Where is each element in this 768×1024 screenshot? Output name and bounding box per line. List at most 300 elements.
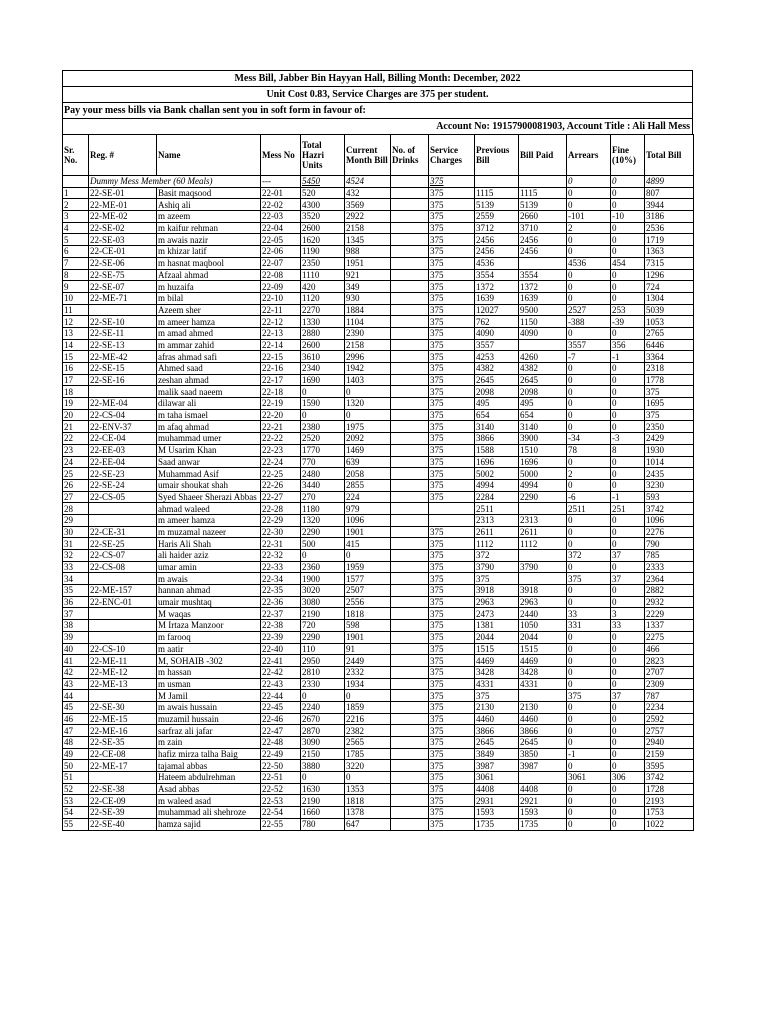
table-cell: afras ahmad safi: [157, 351, 261, 363]
table-cell: m zain: [157, 737, 261, 749]
table-cell: M Jamil: [157, 690, 261, 702]
table-cell: 375: [429, 339, 475, 351]
table-cell: 0: [301, 690, 345, 702]
table-cell: 0: [611, 363, 645, 375]
table-cell: 724: [645, 281, 694, 293]
table-cell: 2130: [519, 701, 567, 713]
table-cell: 22-ME-71: [89, 292, 157, 304]
table-cell: 2855: [345, 479, 391, 491]
table-cell: 22-SE-38: [89, 783, 157, 795]
table-row: [63, 818, 694, 830]
table-cell: [89, 573, 157, 585]
table-cell: 1150: [519, 316, 567, 328]
table-cell: 2044: [475, 631, 519, 643]
table-cell: 31: [63, 538, 89, 550]
table-cell: 3554: [519, 269, 567, 281]
table-cell: 22-CS-05: [89, 491, 157, 503]
table-cell: 1515: [475, 643, 519, 655]
table-cell: 375: [429, 760, 475, 772]
table-row: [63, 783, 694, 795]
table-cell: [391, 666, 429, 678]
table-cell: 48: [63, 737, 89, 749]
table-cell: hamza sajid: [157, 818, 261, 830]
table-cell: 22-ME-02: [89, 211, 157, 223]
table-cell: 2963: [519, 596, 567, 608]
table-cell: [519, 772, 567, 784]
table-cell: m hassan: [157, 666, 261, 678]
table-cell: m hasnat maqbool: [157, 257, 261, 269]
table-cell: 2611: [519, 526, 567, 538]
table-cell: 0: [567, 526, 611, 538]
column-header: Total Hazri Units: [301, 135, 345, 176]
table-cell: 22-SE-23: [89, 468, 157, 480]
table-cell: 1590: [301, 398, 345, 410]
table-cell: 22-SE-35: [89, 737, 157, 749]
table-cell: 2309: [645, 678, 694, 690]
table-cell: 22-55: [261, 818, 301, 830]
table-cell: 1593: [475, 807, 519, 819]
table-row: [63, 339, 694, 351]
table-row: [63, 760, 694, 772]
table-cell: 2275: [645, 631, 694, 643]
table-cell: Asad abbas: [157, 783, 261, 795]
table-cell: 0: [611, 281, 645, 293]
table-cell: 375: [429, 187, 475, 199]
table-cell: 375: [429, 374, 475, 386]
table-cell: 4300: [301, 199, 345, 211]
table-cell: 3557: [475, 339, 519, 351]
table-cell: 375: [429, 316, 475, 328]
table-cell: 2429: [645, 433, 694, 445]
table-cell: 22-22: [261, 433, 301, 445]
table-cell: 0: [611, 701, 645, 713]
table-cell: 593: [645, 491, 694, 503]
table-cell: 4090: [475, 327, 519, 339]
table-cell: 495: [519, 398, 567, 410]
table-cell: 50: [63, 760, 89, 772]
table-cell: 9500: [519, 304, 567, 316]
table-cell: 51: [63, 772, 89, 784]
table-cell: 1337: [645, 620, 694, 632]
table-cell: m bilal: [157, 292, 261, 304]
table-cell: umar amin: [157, 561, 261, 573]
table-cell: [391, 690, 429, 702]
table-cell: 40: [63, 643, 89, 655]
table-cell: 22-11: [261, 304, 301, 316]
table-cell: -1: [567, 748, 611, 760]
table-cell: 11: [63, 304, 89, 316]
table-cell: 45: [63, 701, 89, 713]
table-row: [63, 514, 694, 526]
table-cell: 2922: [345, 211, 391, 223]
table-cell: 4536: [475, 257, 519, 269]
table-cell: 3061: [567, 772, 611, 784]
table-cell: 22-SE-75: [89, 269, 157, 281]
table-cell: [391, 643, 429, 655]
table-cell: 466: [645, 643, 694, 655]
table-row: [63, 211, 694, 223]
table-cell: 0: [611, 643, 645, 655]
table-cell: 1660: [301, 807, 345, 819]
table-cell: [391, 503, 429, 515]
table-cell: 3230: [645, 479, 694, 491]
table-cell: 2158: [345, 339, 391, 351]
table-cell: 55: [63, 818, 89, 830]
table-row: [63, 725, 694, 737]
table-cell: [391, 713, 429, 725]
table-cell: 22-SE-40: [89, 818, 157, 830]
table-cell: Hateem abdulrehman: [157, 772, 261, 784]
table-cell: 2382: [345, 725, 391, 737]
table-cell: 375: [429, 596, 475, 608]
table-cell: 3712: [475, 222, 519, 234]
table-cell: 4408: [519, 783, 567, 795]
table-cell: 0: [567, 456, 611, 468]
table-cell: 375: [429, 199, 475, 211]
table-cell: [89, 304, 157, 316]
table-cell: 54: [63, 807, 89, 819]
table-cell: 2645: [475, 737, 519, 749]
table-cell: 22-ME-04: [89, 398, 157, 410]
table-cell: [519, 573, 567, 585]
table-cell: 0: [567, 479, 611, 491]
table-cell: 8: [63, 269, 89, 281]
table-cell: 1180: [301, 503, 345, 515]
table-row: [63, 666, 694, 678]
table-cell: 2098: [475, 386, 519, 398]
table-cell: 1372: [519, 281, 567, 293]
table-cell: [391, 433, 429, 445]
table-cell: [391, 585, 429, 597]
table-cell: 0: [567, 421, 611, 433]
dummy-cell: Dummy Mess Member (60 Meals): [89, 176, 261, 188]
table-cell: 22-ME-01: [89, 199, 157, 211]
table-cell: [391, 386, 429, 398]
table-cell: 1403: [345, 374, 391, 386]
table-cell: 4090: [519, 327, 567, 339]
table-cell: 7315: [645, 257, 694, 269]
table-cell: 639: [345, 456, 391, 468]
table-cell: 39: [63, 631, 89, 643]
table-cell: 375: [429, 444, 475, 456]
table-cell: 375: [429, 783, 475, 795]
table-cell: 0: [611, 538, 645, 550]
table-cell: 2350: [645, 421, 694, 433]
table-cell: 415: [345, 538, 391, 550]
table-cell: 22-54: [261, 807, 301, 819]
table-cell: 375: [645, 409, 694, 421]
table-cell: 375: [429, 327, 475, 339]
table-row: [63, 327, 694, 339]
table-cell: 598: [345, 620, 391, 632]
table-cell: 3569: [345, 199, 391, 211]
table-cell: 2940: [645, 737, 694, 749]
table-cell: 22-ME-42: [89, 351, 157, 363]
table-cell: 2511: [567, 503, 611, 515]
table-cell: 18: [63, 386, 89, 398]
table-cell: 37: [63, 608, 89, 620]
table-cell: [391, 479, 429, 491]
table-cell: 22-53: [261, 795, 301, 807]
dummy-cell: 5450: [301, 176, 345, 188]
table-row: [63, 234, 694, 246]
table-cell: 3595: [645, 760, 694, 772]
table-cell: 375: [429, 421, 475, 433]
table-cell: 0: [611, 456, 645, 468]
table-cell: 22-SE-10: [89, 316, 157, 328]
table-cell: 41: [63, 655, 89, 667]
table-cell: 12: [63, 316, 89, 328]
table-cell: 3850: [519, 748, 567, 760]
dummy-member-row: [63, 176, 694, 188]
table-cell: [391, 491, 429, 503]
table-cell: 0: [567, 281, 611, 293]
table-cell: 22-SE-03: [89, 234, 157, 246]
table-cell: umair mushtaq: [157, 596, 261, 608]
table-cell: tajamal abbas: [157, 760, 261, 772]
table-cell: 22-51: [261, 772, 301, 784]
table-cell: 375: [429, 620, 475, 632]
table-cell: 3: [63, 211, 89, 223]
table-cell: 0: [567, 246, 611, 258]
table-cell: 2350: [301, 257, 345, 269]
table-cell: 22-12: [261, 316, 301, 328]
table-cell: 5002: [475, 468, 519, 480]
table-cell: 2284: [475, 491, 519, 503]
table-cell: [391, 760, 429, 772]
table-cell: 22-23: [261, 444, 301, 456]
table-cell: 0: [611, 526, 645, 538]
table-cell: 8: [611, 444, 645, 456]
table-cell: 3364: [645, 351, 694, 363]
table-cell: [391, 468, 429, 480]
table-cell: 22-35: [261, 585, 301, 597]
table-cell: 37: [611, 690, 645, 702]
table-cell: 0: [301, 772, 345, 784]
table-cell: 2823: [645, 655, 694, 667]
table-cell: 780: [301, 818, 345, 830]
column-header: Current Month Bill: [345, 135, 391, 176]
table-cell: 2158: [345, 222, 391, 234]
table-cell: 22-13: [261, 327, 301, 339]
column-header: Service Charges: [429, 135, 475, 176]
table-cell: 0: [611, 748, 645, 760]
table-cell: -388: [567, 316, 611, 328]
table-row: [63, 643, 694, 655]
table-cell: 52: [63, 783, 89, 795]
table-cell: 1120: [301, 292, 345, 304]
table-cell: 3020: [301, 585, 345, 597]
dummy-cell: ---: [261, 176, 301, 188]
table-cell: 6446: [645, 339, 694, 351]
table-cell: 91: [345, 643, 391, 655]
table-cell: 787: [645, 690, 694, 702]
table-cell: 3790: [475, 561, 519, 573]
table-cell: 2921: [519, 795, 567, 807]
table-cell: 2645: [519, 374, 567, 386]
dummy-cell: [475, 176, 519, 188]
table-cell: 22-28: [261, 503, 301, 515]
table-cell: 1696: [475, 456, 519, 468]
table-row: [63, 187, 694, 199]
table-cell: 2645: [519, 737, 567, 749]
table-cell: 2473: [475, 608, 519, 620]
table-row: [63, 550, 694, 562]
table-cell: [519, 550, 567, 562]
table-cell: 3520: [301, 211, 345, 223]
table-cell: 22-34: [261, 573, 301, 585]
table-cell: 0: [611, 374, 645, 386]
table-cell: 1900: [301, 573, 345, 585]
table-cell: [391, 187, 429, 199]
table-cell: 0: [567, 327, 611, 339]
table-cell: 0: [567, 363, 611, 375]
header-row: [63, 135, 694, 176]
table-cell: 1469: [345, 444, 391, 456]
table-cell: 375: [429, 269, 475, 281]
dummy-cell: 375: [429, 176, 475, 188]
table-cell: 22-32: [261, 550, 301, 562]
table-cell: 22-05: [261, 234, 301, 246]
table-cell: [391, 514, 429, 526]
table-cell: 22-SE-02: [89, 222, 157, 234]
table-cell: 1320: [301, 514, 345, 526]
table-cell: 762: [475, 316, 519, 328]
table-cell: 5039: [645, 304, 694, 316]
table-cell: 270: [301, 491, 345, 503]
table-cell: [391, 292, 429, 304]
table-cell: Ahmed saad: [157, 363, 261, 375]
table-cell: 22-52: [261, 783, 301, 795]
table-cell: 1942: [345, 363, 391, 375]
table-cell: 1110: [301, 269, 345, 281]
dummy-cell: [391, 176, 429, 188]
table-cell: 988: [345, 246, 391, 258]
table-cell: 921: [345, 269, 391, 281]
table-cell: 27: [63, 491, 89, 503]
table-cell: 420: [301, 281, 345, 293]
table-cell: 1112: [519, 538, 567, 550]
table-row: [63, 421, 694, 433]
table-cell: [391, 655, 429, 667]
table-cell: 770: [301, 456, 345, 468]
table-cell: 1753: [645, 807, 694, 819]
table-cell: 4382: [519, 363, 567, 375]
table-cell: 1353: [345, 783, 391, 795]
unit-cost-note: Unit Cost 0.83, Service Charges are 375 per student.: [62, 86, 693, 102]
table-cell: 22-10: [261, 292, 301, 304]
table-cell: 22-02: [261, 199, 301, 211]
table-cell: [391, 631, 429, 643]
table-cell: 2810: [301, 666, 345, 678]
table-cell: 2234: [645, 701, 694, 713]
table-cell: 1901: [345, 631, 391, 643]
table-cell: 22-29: [261, 514, 301, 526]
table-cell: 0: [611, 409, 645, 421]
table-cell: 0: [567, 187, 611, 199]
table-cell: 1115: [519, 187, 567, 199]
table-cell: 2190: [301, 608, 345, 620]
dummy-cell: 4899: [645, 176, 694, 188]
table-row: [63, 363, 694, 375]
table-cell: 1818: [345, 608, 391, 620]
table-cell: 5000: [519, 468, 567, 480]
table-cell: 2360: [301, 561, 345, 573]
table-cell: 3428: [519, 666, 567, 678]
table-cell: 22-CS-10: [89, 643, 157, 655]
table-cell: 1577: [345, 573, 391, 585]
table-cell: 22-27: [261, 491, 301, 503]
table-cell: [391, 678, 429, 690]
table-cell: 19: [63, 398, 89, 410]
table-cell: 0: [345, 409, 391, 421]
table-cell: 2611: [475, 526, 519, 538]
table-cell: [391, 538, 429, 550]
table-cell: 32: [63, 550, 89, 562]
table-cell: 3710: [519, 222, 567, 234]
table-cell: zeshan ahmad: [157, 374, 261, 386]
table-cell: 3866: [475, 433, 519, 445]
table-cell: 1728: [645, 783, 694, 795]
sheet-title: Mess Bill, Jabber Bin Hayyan Hall, Billing Month: December, 2022: [62, 70, 693, 86]
table-cell: 3557: [567, 339, 611, 351]
table-cell: 22-44: [261, 690, 301, 702]
table-cell: 1593: [519, 807, 567, 819]
table-cell: [391, 526, 429, 538]
table-cell: 43: [63, 678, 89, 690]
table-cell: [391, 596, 429, 608]
table-cell: m aatir: [157, 643, 261, 655]
table-cell: 22-16: [261, 363, 301, 375]
table-row: [63, 795, 694, 807]
table-cell: 4408: [475, 783, 519, 795]
table-row: [63, 257, 694, 269]
table-cell: [391, 772, 429, 784]
table-cell: 10: [63, 292, 89, 304]
table-cell: 2707: [645, 666, 694, 678]
table-cell: 2449: [345, 655, 391, 667]
table-cell: muzamil hussain: [157, 713, 261, 725]
table-cell: 372: [475, 550, 519, 562]
table-cell: 22-EE-04: [89, 456, 157, 468]
table-cell: 3554: [475, 269, 519, 281]
table-cell: 49: [63, 748, 89, 760]
table-cell: 2660: [519, 211, 567, 223]
table-cell: 4460: [475, 713, 519, 725]
table-cell: 0: [301, 550, 345, 562]
table-cell: 3140: [475, 421, 519, 433]
table-cell: 0: [611, 479, 645, 491]
table-cell: 4994: [519, 479, 567, 491]
table-row: [63, 526, 694, 538]
table-cell: 22-EE-03: [89, 444, 157, 456]
table-cell: 22-CE-01: [89, 246, 157, 258]
table-cell: 3080: [301, 596, 345, 608]
table-cell: 1096: [645, 514, 694, 526]
table-cell: [391, 257, 429, 269]
table-cell: m muzamal nazeer: [157, 526, 261, 538]
table-cell: 2559: [475, 211, 519, 223]
dummy-cell: 4524: [345, 176, 391, 188]
table-cell: [391, 807, 429, 819]
table-cell: 2150: [301, 748, 345, 760]
table-cell: 22-ME-13: [89, 678, 157, 690]
table-cell: 0: [611, 187, 645, 199]
table-cell: 2527: [567, 304, 611, 316]
table-cell: 2: [567, 468, 611, 480]
table-cell: 22-06: [261, 246, 301, 258]
table-cell: 790: [645, 538, 694, 550]
